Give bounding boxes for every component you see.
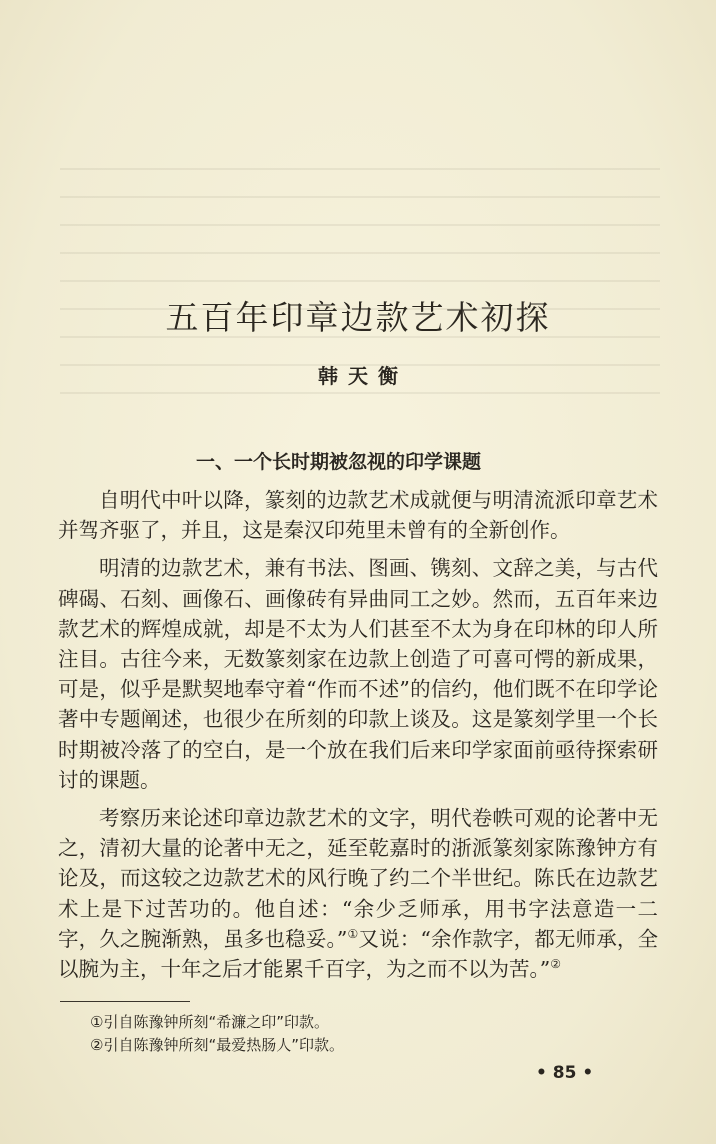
- paragraph-1: 自明代中叶以降，篆刻的边款艺术成就便与明清流派印章艺术并驾齐驱了，并且，这是秦汉印苑里未曾有的全新创作。: [58, 488, 658, 543]
- paragraph-2: 明清的边款艺术，兼有书法、图画、镌刻、文辞之美，与古代碑碣、石刻、画像石、画像砖有异曲同工之妙。然而，五百年来边款艺术的辉煌成就，却是不太为人们甚至不太为身在印林的印人所注目。古往今来，无数篆刻家在边款上创造了可喜可愕的新成果，可是，似乎是默契地奉守着“作而不述”的信约，他们既不在印学论著中专题阐述，也很少在所刻的印款上谈及。这是篆刻学里一个长时期被冷落了的空白，是一个放在我们后来印学家面前亟待探索研讨的课题。: [58, 556, 658, 792]
- footnote-2: ②引自陈豫钟所刻“最爱热肠人”印款。: [90, 1036, 344, 1054]
- footnotes: [90, 1011, 344, 1057]
- section-heading: 一、一个长时期被忽视的印学课题: [196, 451, 482, 473]
- paragraph-3: [58, 803, 658, 984]
- paragraph-3-part-1: 考察历来论述印章边款艺术的文字，明代卷帙可观的论著中无之，清初大量的论著中无之，延至乾嘉时的浙派篆刻家陈豫钟方有论及，而这较之边款艺术的风行晚了约二个半世纪。陈氏在边款艺术上是下过苦功的。他自述：“余少乏师承，用书字法意造一二字，久之腕渐熟，虽多也稳妥。”: [58, 806, 658, 951]
- footnote-divider: [60, 1001, 190, 1002]
- footnote-ref-2: ②: [550, 957, 561, 972]
- footnote-1: ①引自陈豫钟所刻“希濂之印”印款。: [90, 1013, 329, 1031]
- article-title: 五百年印章边款艺术初探: [165, 298, 551, 337]
- body-text: [58, 485, 658, 984]
- author-name: 韩天衡: [318, 364, 408, 388]
- paragraph-3-part-2: 又说：“余作款字，都无师承，全以腕为主，十年之后才能累千百字，为之而不以为苦。”: [58, 926, 658, 982]
- footnote-ref-1: ①: [347, 927, 359, 942]
- page-number: • 85 •: [536, 1063, 594, 1083]
